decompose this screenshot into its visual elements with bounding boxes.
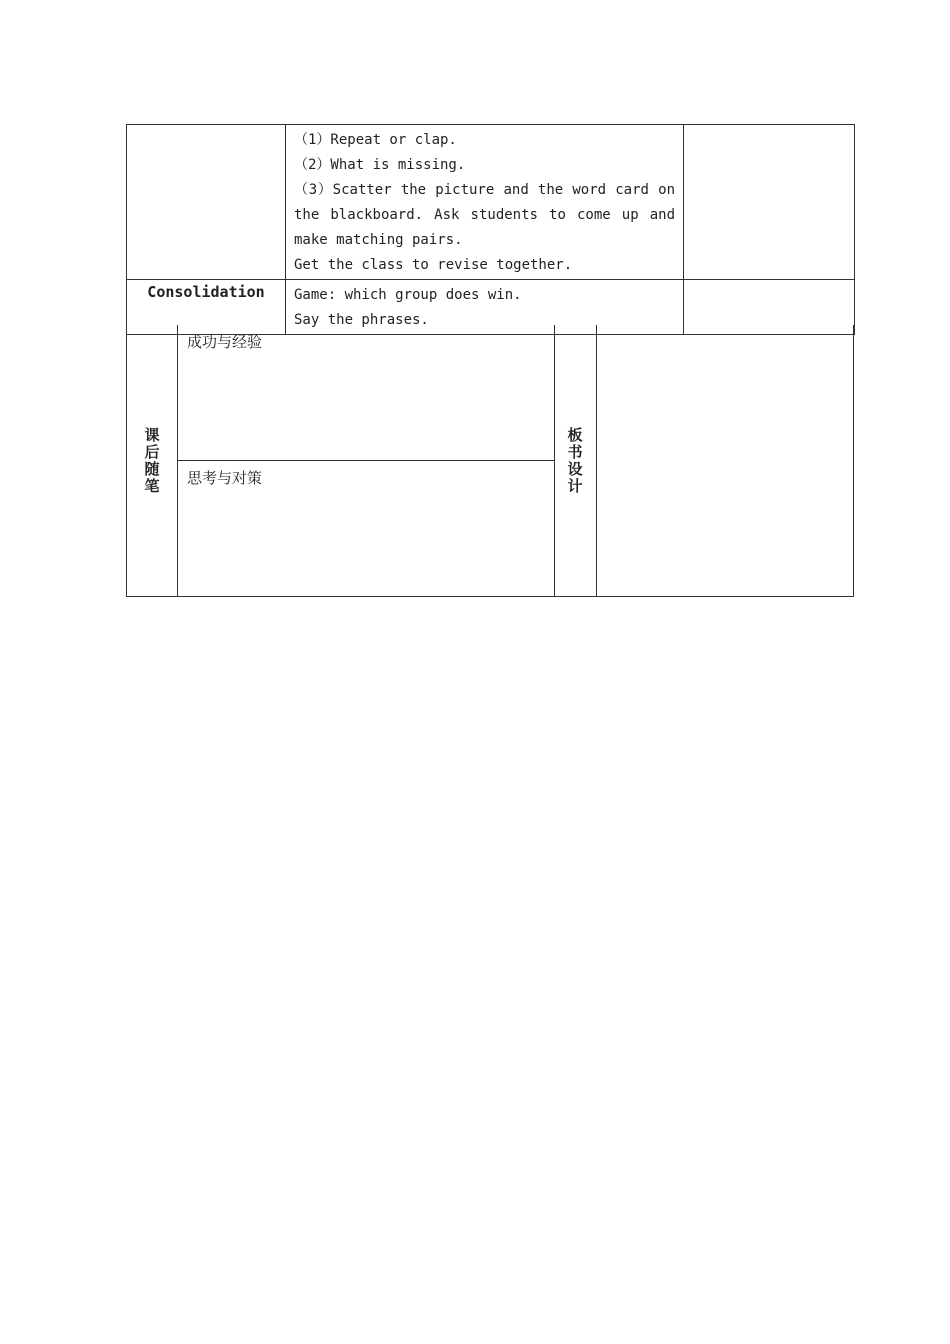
label-char: 笔 — [144, 476, 160, 495]
board-design-label-cell — [554, 325, 597, 596]
lesson-plan-table — [126, 124, 855, 335]
success-heading: 成功与经验 — [187, 333, 263, 351]
label-char: 后 — [144, 442, 160, 461]
step-line: （3）Scatter the picture and the word card on the blackboard. Ask students to come up and make matching pairs. — [294, 182, 675, 248]
consolidation-line: Game: which group does win. — [294, 287, 522, 303]
label-char: 课 — [144, 425, 160, 444]
practice-stage-cell — [127, 125, 286, 280]
consolidation-line: Say the phrases. — [294, 312, 429, 328]
consolidation-label: Consolidation — [127, 280, 286, 335]
label-char: 计 — [567, 476, 583, 495]
practice-notes-cell — [684, 125, 855, 280]
after-class-notes-cell — [177, 325, 555, 596]
reflection-board-section — [126, 325, 854, 597]
board-design-label — [554, 427, 596, 495]
success-experience-section — [177, 325, 554, 461]
practice-steps-cell — [286, 125, 684, 280]
after-class-notes-label-cell — [127, 325, 178, 596]
practice-row — [127, 125, 855, 280]
after-class-notes-label — [127, 427, 177, 495]
label-char: 书 — [567, 442, 583, 461]
step-line: （1）Repeat or clap. — [294, 132, 457, 148]
label-char: 设 — [567, 459, 583, 478]
label-char: 随 — [144, 459, 160, 478]
reflection-section — [177, 461, 554, 596]
step-line: Get the class to revise together. — [294, 257, 573, 273]
step-line: （2）What is missing. — [294, 157, 466, 173]
board-design-content-cell — [596, 325, 853, 596]
label-char: 板 — [567, 425, 583, 444]
reflection-heading: 思考与对策 — [187, 469, 263, 487]
